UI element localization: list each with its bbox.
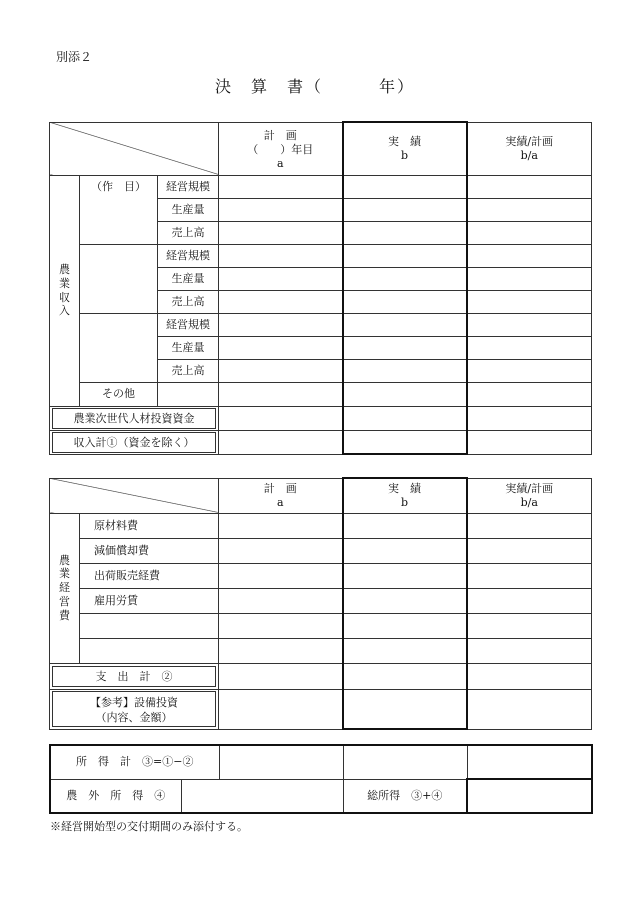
ratio-header-label: 実績/計画 — [505, 134, 554, 148]
ratio-cell[interactable] — [467, 588, 592, 613]
expense-table — [49, 477, 592, 730]
actual-header-label: 実 績 — [388, 482, 421, 495]
plan-cell[interactable] — [219, 638, 343, 663]
expense-total-label: 支 出 計 ② — [52, 666, 216, 687]
plan-cell[interactable] — [219, 588, 343, 613]
actual-cell[interactable] — [343, 267, 467, 290]
footnote: ※経営開始型の交付期間のみ添付する。 — [50, 820, 248, 833]
expense-total-row-label — [50, 663, 219, 689]
item-label-production: 生産量 — [158, 267, 219, 290]
crop-name-cell-3[interactable] — [80, 313, 158, 382]
other-blank-cell[interactable] — [158, 382, 219, 406]
actual-cell[interactable] — [343, 290, 467, 313]
actual-cell[interactable] — [343, 336, 467, 359]
plan-header-symbol: a — [276, 495, 284, 509]
actual-header — [343, 478, 467, 513]
section-label-char: 収 — [59, 290, 70, 304]
expense-item-label: 減価償却費 — [80, 538, 219, 563]
plan-cell[interactable] — [219, 430, 343, 454]
actual-cell[interactable] — [343, 382, 467, 406]
actual-cell[interactable] — [343, 638, 467, 663]
capex-row-label — [50, 689, 219, 729]
plan-cell[interactable] — [219, 513, 343, 538]
item-label-production: 生産量 — [158, 198, 219, 221]
crop-name-cell-2[interactable] — [80, 244, 158, 313]
section-label-char: 費 — [59, 608, 70, 622]
summary-table — [49, 744, 593, 814]
plan-cell[interactable] — [219, 382, 343, 406]
ratio-cell[interactable] — [467, 430, 592, 454]
section-label-char: 業 — [59, 567, 70, 581]
ratio-header-symbol: b/a — [520, 148, 538, 162]
ratio-cell[interactable] — [467, 563, 592, 588]
ratio-cell[interactable] — [467, 244, 592, 267]
grand-total-label: 総所得 ③+④ — [343, 779, 467, 813]
item-label-sales: 売上高 — [158, 359, 219, 382]
section-label-char: 入 — [59, 304, 70, 318]
actual-cell[interactable] — [343, 663, 467, 689]
actual-header — [343, 122, 467, 175]
subsidy-label: 農業次世代人材投資資金 — [52, 408, 216, 429]
plan-year-label: （ ）年目 — [247, 143, 314, 157]
plan-cell[interactable] — [219, 613, 343, 638]
offfarm-income-cell[interactable] — [181, 779, 343, 813]
ratio-cell[interactable] — [467, 175, 592, 198]
plan-cell[interactable] — [219, 198, 343, 221]
ratio-cell[interactable] — [467, 613, 592, 638]
section-label-char: 経 — [59, 581, 70, 595]
ratio-cell[interactable] — [467, 663, 592, 689]
actual-cell[interactable] — [343, 563, 467, 588]
plan-cell[interactable] — [219, 359, 343, 382]
ratio-cell[interactable] — [467, 359, 592, 382]
plan-cell[interactable] — [219, 267, 343, 290]
title-left: 決 算 書（ — [214, 77, 323, 96]
plan-cell[interactable] — [219, 290, 343, 313]
income-sum-cell[interactable] — [467, 745, 592, 779]
ratio-cell[interactable] — [467, 689, 592, 729]
header-diagonal-cell — [50, 122, 219, 175]
plan-cell[interactable] — [219, 336, 343, 359]
actual-header-symbol: b — [400, 495, 409, 509]
actual-header-label: 実 績 — [388, 135, 422, 148]
section-label-char: 農 — [59, 263, 70, 276]
section-label-char: 営 — [59, 594, 70, 608]
expense-item-blank[interactable] — [80, 638, 219, 663]
ratio-cell[interactable] — [467, 290, 592, 313]
plan-header-symbol: a — [276, 156, 284, 170]
income-sum-cell[interactable] — [219, 745, 343, 779]
actual-header-symbol: b — [400, 148, 409, 162]
expense-item-label: 原材料費 — [80, 513, 219, 538]
ratio-cell[interactable] — [467, 221, 592, 244]
subsidy-row-label — [50, 406, 219, 430]
capex-label-box — [52, 691, 216, 727]
crop-label: （作 目） — [91, 179, 146, 193]
actual-cell[interactable] — [343, 221, 467, 244]
item-label-production: 生産量 — [158, 336, 219, 359]
actual-cell[interactable] — [343, 244, 467, 267]
ratio-cell[interactable] — [467, 313, 592, 336]
item-label-sales: 売上高 — [158, 290, 219, 313]
header-diagonal-cell — [50, 478, 219, 513]
plan-cell[interactable] — [219, 175, 343, 198]
ratio-cell[interactable] — [467, 513, 592, 538]
actual-cell[interactable] — [343, 513, 467, 538]
plan-header-label: 計 画 — [263, 481, 297, 495]
actual-cell[interactable] — [343, 313, 467, 336]
ratio-cell[interactable] — [467, 406, 592, 430]
grand-total-cell[interactable] — [467, 779, 592, 813]
ratio-header — [467, 122, 592, 175]
plan-header-label: 計 画 — [263, 129, 297, 143]
plan-header — [219, 122, 343, 175]
attachment-number: 別添２ — [56, 50, 93, 64]
other-label: その他 — [80, 382, 158, 406]
income-sum-cell[interactable] — [343, 745, 467, 779]
item-label-scale: 経営規模 — [158, 175, 219, 198]
expense-item-label: 出荷販売経費 — [80, 563, 219, 588]
ratio-cell[interactable] — [467, 538, 592, 563]
actual-cell[interactable] — [343, 689, 467, 729]
section-label-char: 農 — [59, 553, 70, 567]
title-right: 年） — [379, 77, 416, 96]
expense-item-label: 雇用労賃 — [80, 588, 219, 613]
section-label-char: 業 — [59, 276, 70, 290]
expense-item-blank[interactable] — [80, 613, 219, 638]
actual-cell[interactable] — [343, 198, 467, 221]
ratio-cell[interactable] — [467, 336, 592, 359]
income-sum-label: 所 得 計 ③=①−② — [50, 745, 219, 779]
plan-header — [219, 478, 343, 513]
section-label-farm-expenses — [50, 513, 80, 663]
item-label-scale: 経営規模 — [158, 244, 219, 267]
actual-cell[interactable] — [343, 588, 467, 613]
plan-cell[interactable] — [219, 244, 343, 267]
plan-cell[interactable] — [219, 663, 343, 689]
ratio-header-label: 実績/計画 — [505, 481, 554, 495]
crop-name-cell-1[interactable] — [80, 175, 158, 244]
capex-label: 【参考】設備投資 — [90, 696, 178, 709]
item-label-sales: 売上高 — [158, 221, 219, 244]
item-label-scale: 経営規模 — [158, 313, 219, 336]
plan-cell[interactable] — [219, 538, 343, 563]
offfarm-income-label: 農 外 所 得 ④ — [50, 779, 181, 813]
plan-cell[interactable] — [219, 563, 343, 588]
plan-cell[interactable] — [219, 689, 343, 729]
ratio-header-symbol: b/a — [520, 495, 538, 509]
ratio-cell[interactable] — [467, 267, 592, 290]
ratio-cell[interactable] — [467, 382, 592, 406]
actual-cell[interactable] — [343, 359, 467, 382]
ratio-cell[interactable] — [467, 198, 592, 221]
section-label-farm-income — [50, 175, 80, 406]
income-total-label: 収入計①（資金を除く） — [52, 432, 216, 453]
actual-cell[interactable] — [343, 406, 467, 430]
plan-cell[interactable] — [219, 221, 343, 244]
ratio-cell[interactable] — [467, 638, 592, 663]
actual-cell[interactable] — [343, 613, 467, 638]
actual-cell[interactable] — [343, 175, 467, 198]
page-title — [0, 74, 630, 97]
plan-cell[interactable] — [219, 313, 343, 336]
plan-cell[interactable] — [219, 406, 343, 430]
ratio-header — [467, 478, 592, 513]
income-table — [49, 121, 592, 455]
capex-sublabel: （内容、金額） — [95, 711, 173, 724]
actual-cell[interactable] — [343, 430, 467, 454]
income-total-row-label — [50, 430, 219, 454]
actual-cell[interactable] — [343, 538, 467, 563]
